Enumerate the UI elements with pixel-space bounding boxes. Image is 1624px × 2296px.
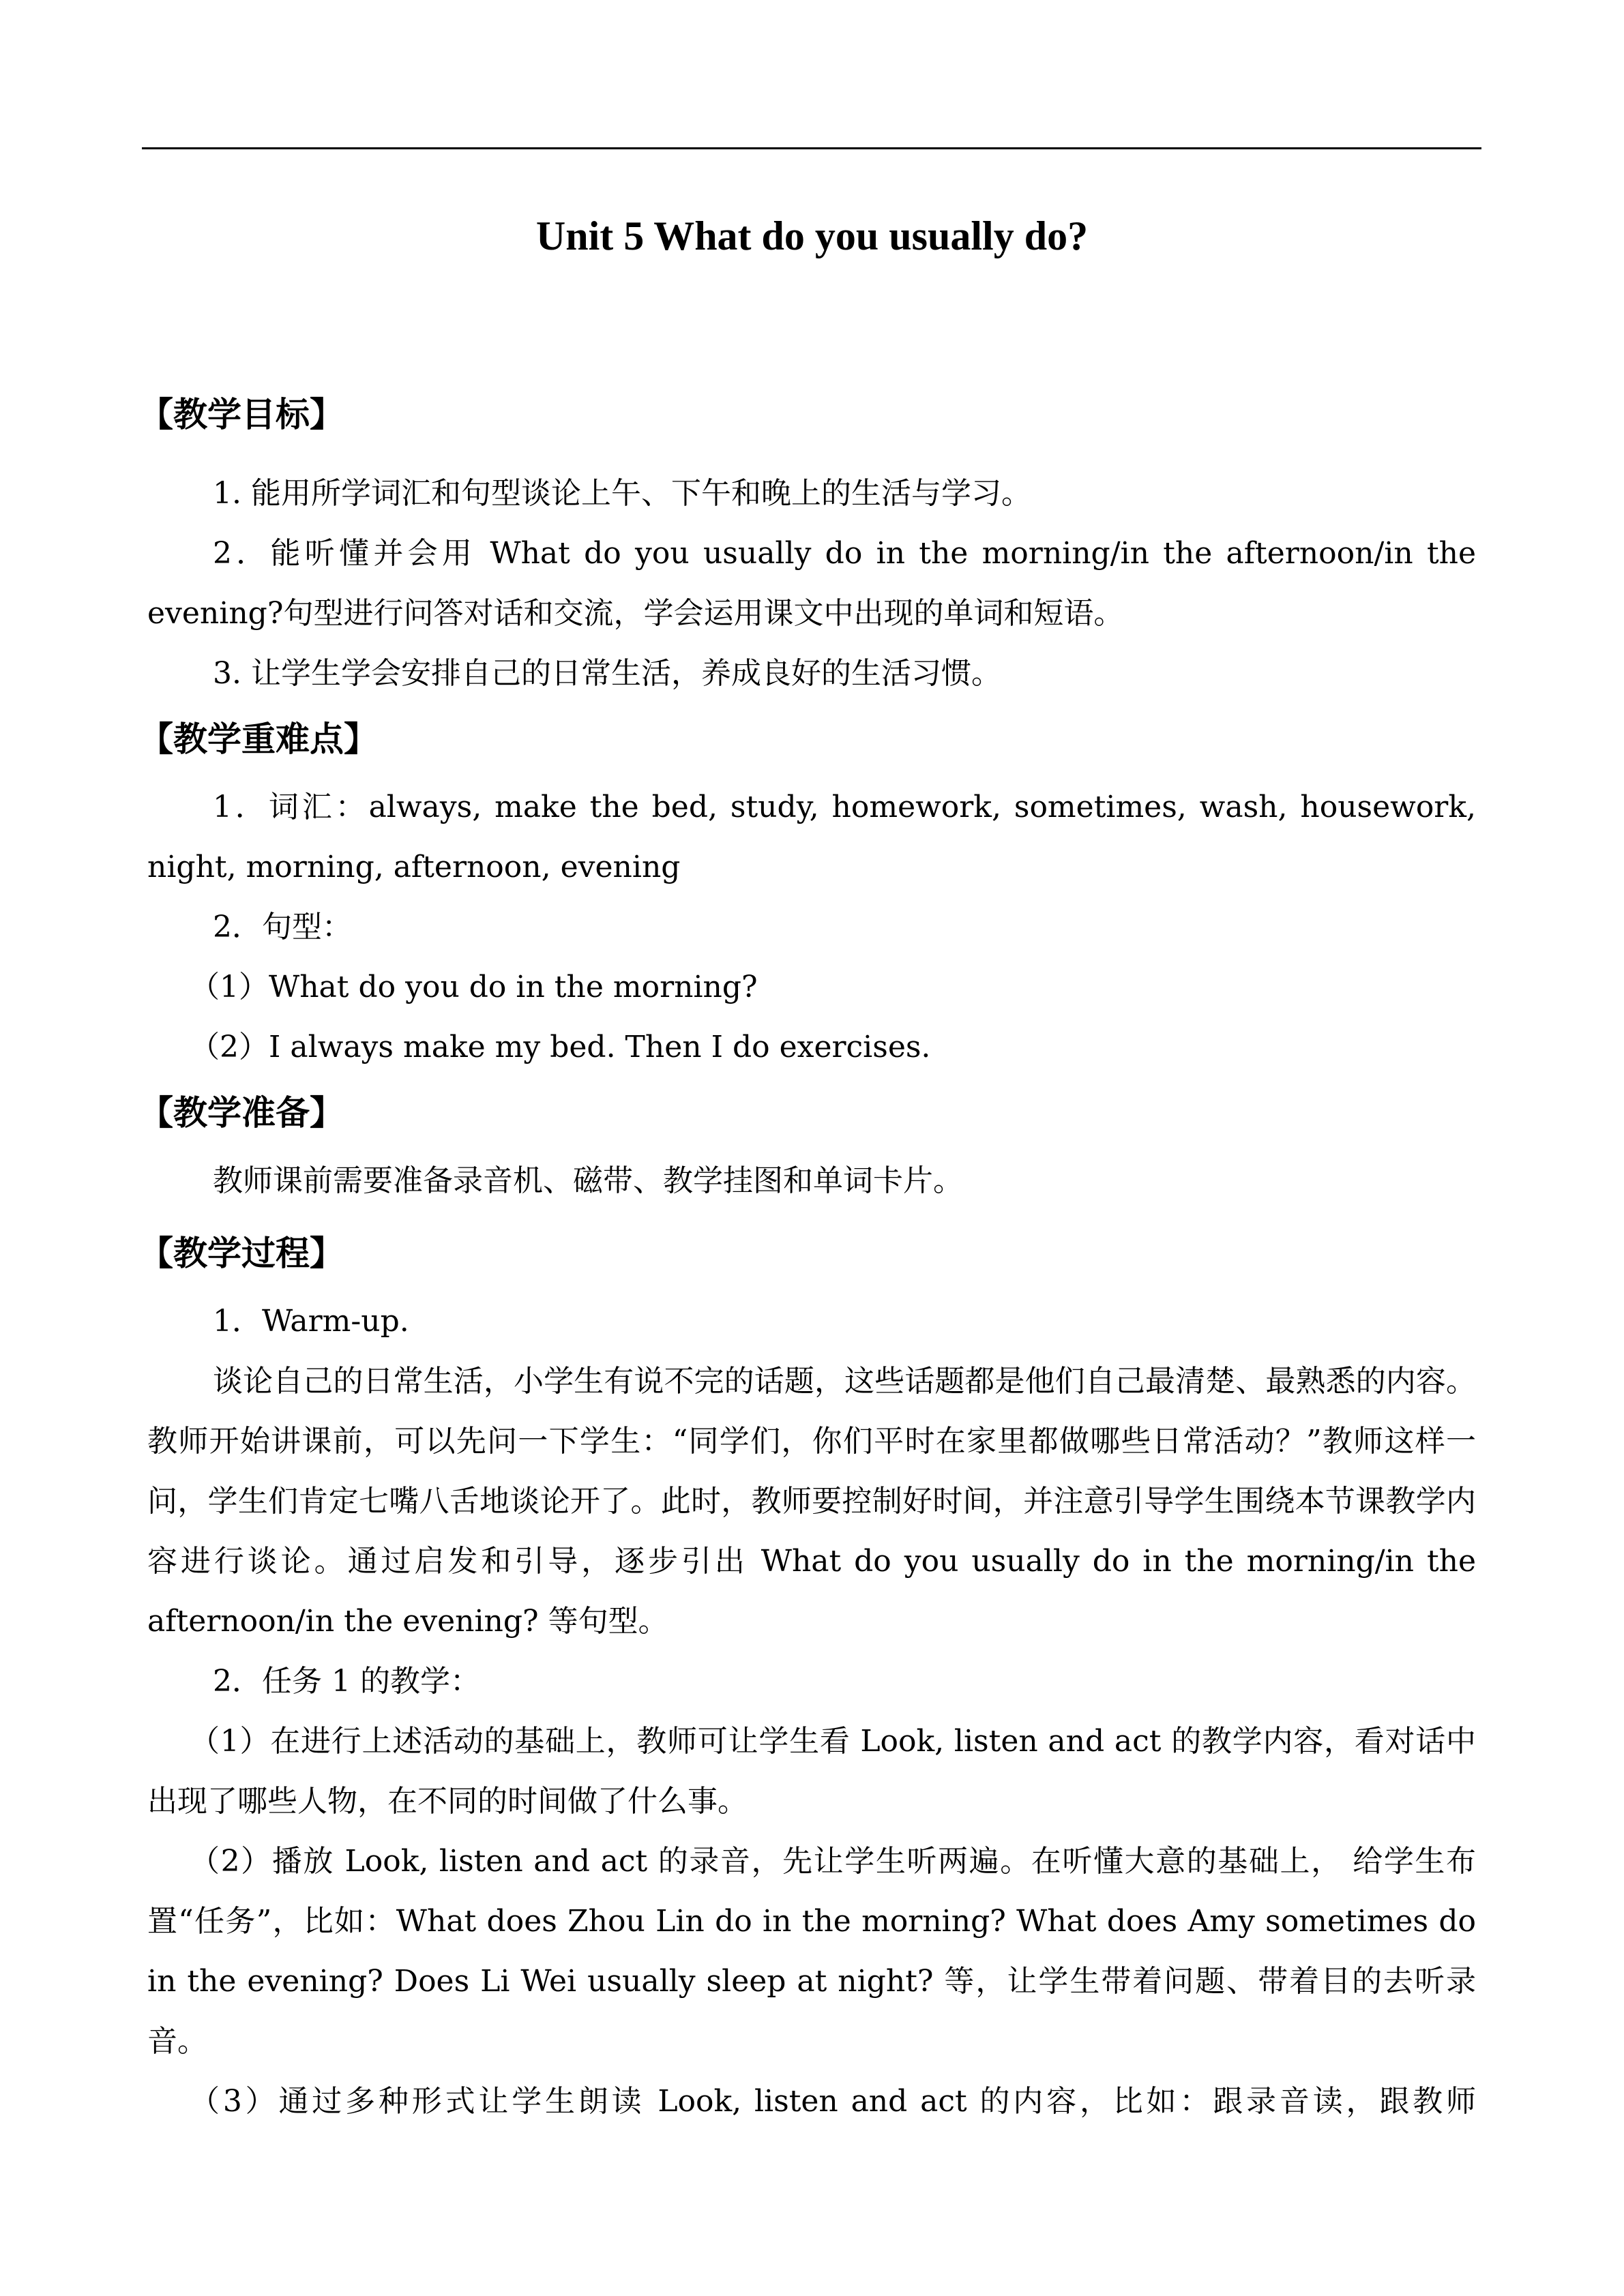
key-points-sentence-1: （1）What do you do in the morning? xyxy=(190,970,758,1004)
process-step2-label: 2．任务 1 的教学： xyxy=(213,1664,480,1699)
key-points-vocab: 1．词汇：always, make the bed, study, homework, sometimes, wash, housework, night, morning, afternoon, evening xyxy=(147,790,1476,884)
process-step2-item-3: （3）通过多种形式让学生朗读 Look, listen and act 的内容，比如：跟录音读，跟教师 xyxy=(190,2084,1476,2119)
objective-item-1: 1. 能用所学词汇和句型谈论上午、下午和晚上的生活与学习。 xyxy=(213,476,1031,511)
header-rule xyxy=(142,147,1481,149)
page-title: Unit 5 What do you usually do? xyxy=(535,213,1089,258)
heading-objectives: 【教学目标】 xyxy=(139,395,344,434)
key-points-sentence-label: 2．句型： xyxy=(213,910,352,944)
process-step1-text: 谈论自己的日常生活，小学生有说不完的话题，这些话题都是他们自己最清楚、最熟悉的内容。教师开始讲课前，可以先问一下学生：“同学们，你们平时在家里都做哪些日常活动？”教师这样一问，学生们肯定七嘴八舌地谈论开了。此时，教师要控制好时间，并注意引导学生围绕本节课教学内容进行谈论。通过启发和引导，逐步引出 What do you usually do in the morning/in the afternoon/in the evening? 等句型。 xyxy=(147,1364,1476,1639)
document-body xyxy=(139,383,1476,2132)
heading-preparation: 【教学准备】 xyxy=(139,1093,344,1133)
preparation-text: 教师课前需要准备录音机、磁带、教学挂图和单词卡片。 xyxy=(213,1163,963,1198)
process-step1-label: 1．Warm-up. xyxy=(213,1304,409,1339)
objective-item-3: 3. 让学生学会安排自己的日常生活，养成良好的生活习惯。 xyxy=(213,656,1001,691)
key-points-sentence-2: （2）I always make my bed. Then I do exercises. xyxy=(190,1030,931,1064)
heading-process: 【教学过程】 xyxy=(139,1234,344,1273)
process-step2-item-2: （2）播放 Look, listen and act 的录音，先让学生听两遍。在听懂大意的基础上， 给学生布置“任务”，比如：What does Zhou Lin do in the morning? What does Amy sometimes do in the evening? Does Li Wei usually sleep at night? 等，让学生带着问题、带着目的去听录音。 xyxy=(147,1844,1476,2059)
process-step2-item-1: （1）在进行上述活动的基础上，教师可让学生看 Look, listen and act 的教学内容，看对话中出现了哪些人物，在不同的时间做了什么事。 xyxy=(147,1724,1476,1819)
objective-item-2: 2．能听懂并会用 What do you usually do in the morning/in the afternoon/in the evening?句型进行问答对话和交流，学会运用课文中出现的单词和短语。 xyxy=(147,536,1476,631)
heading-key-points: 【教学重难点】 xyxy=(139,719,378,759)
